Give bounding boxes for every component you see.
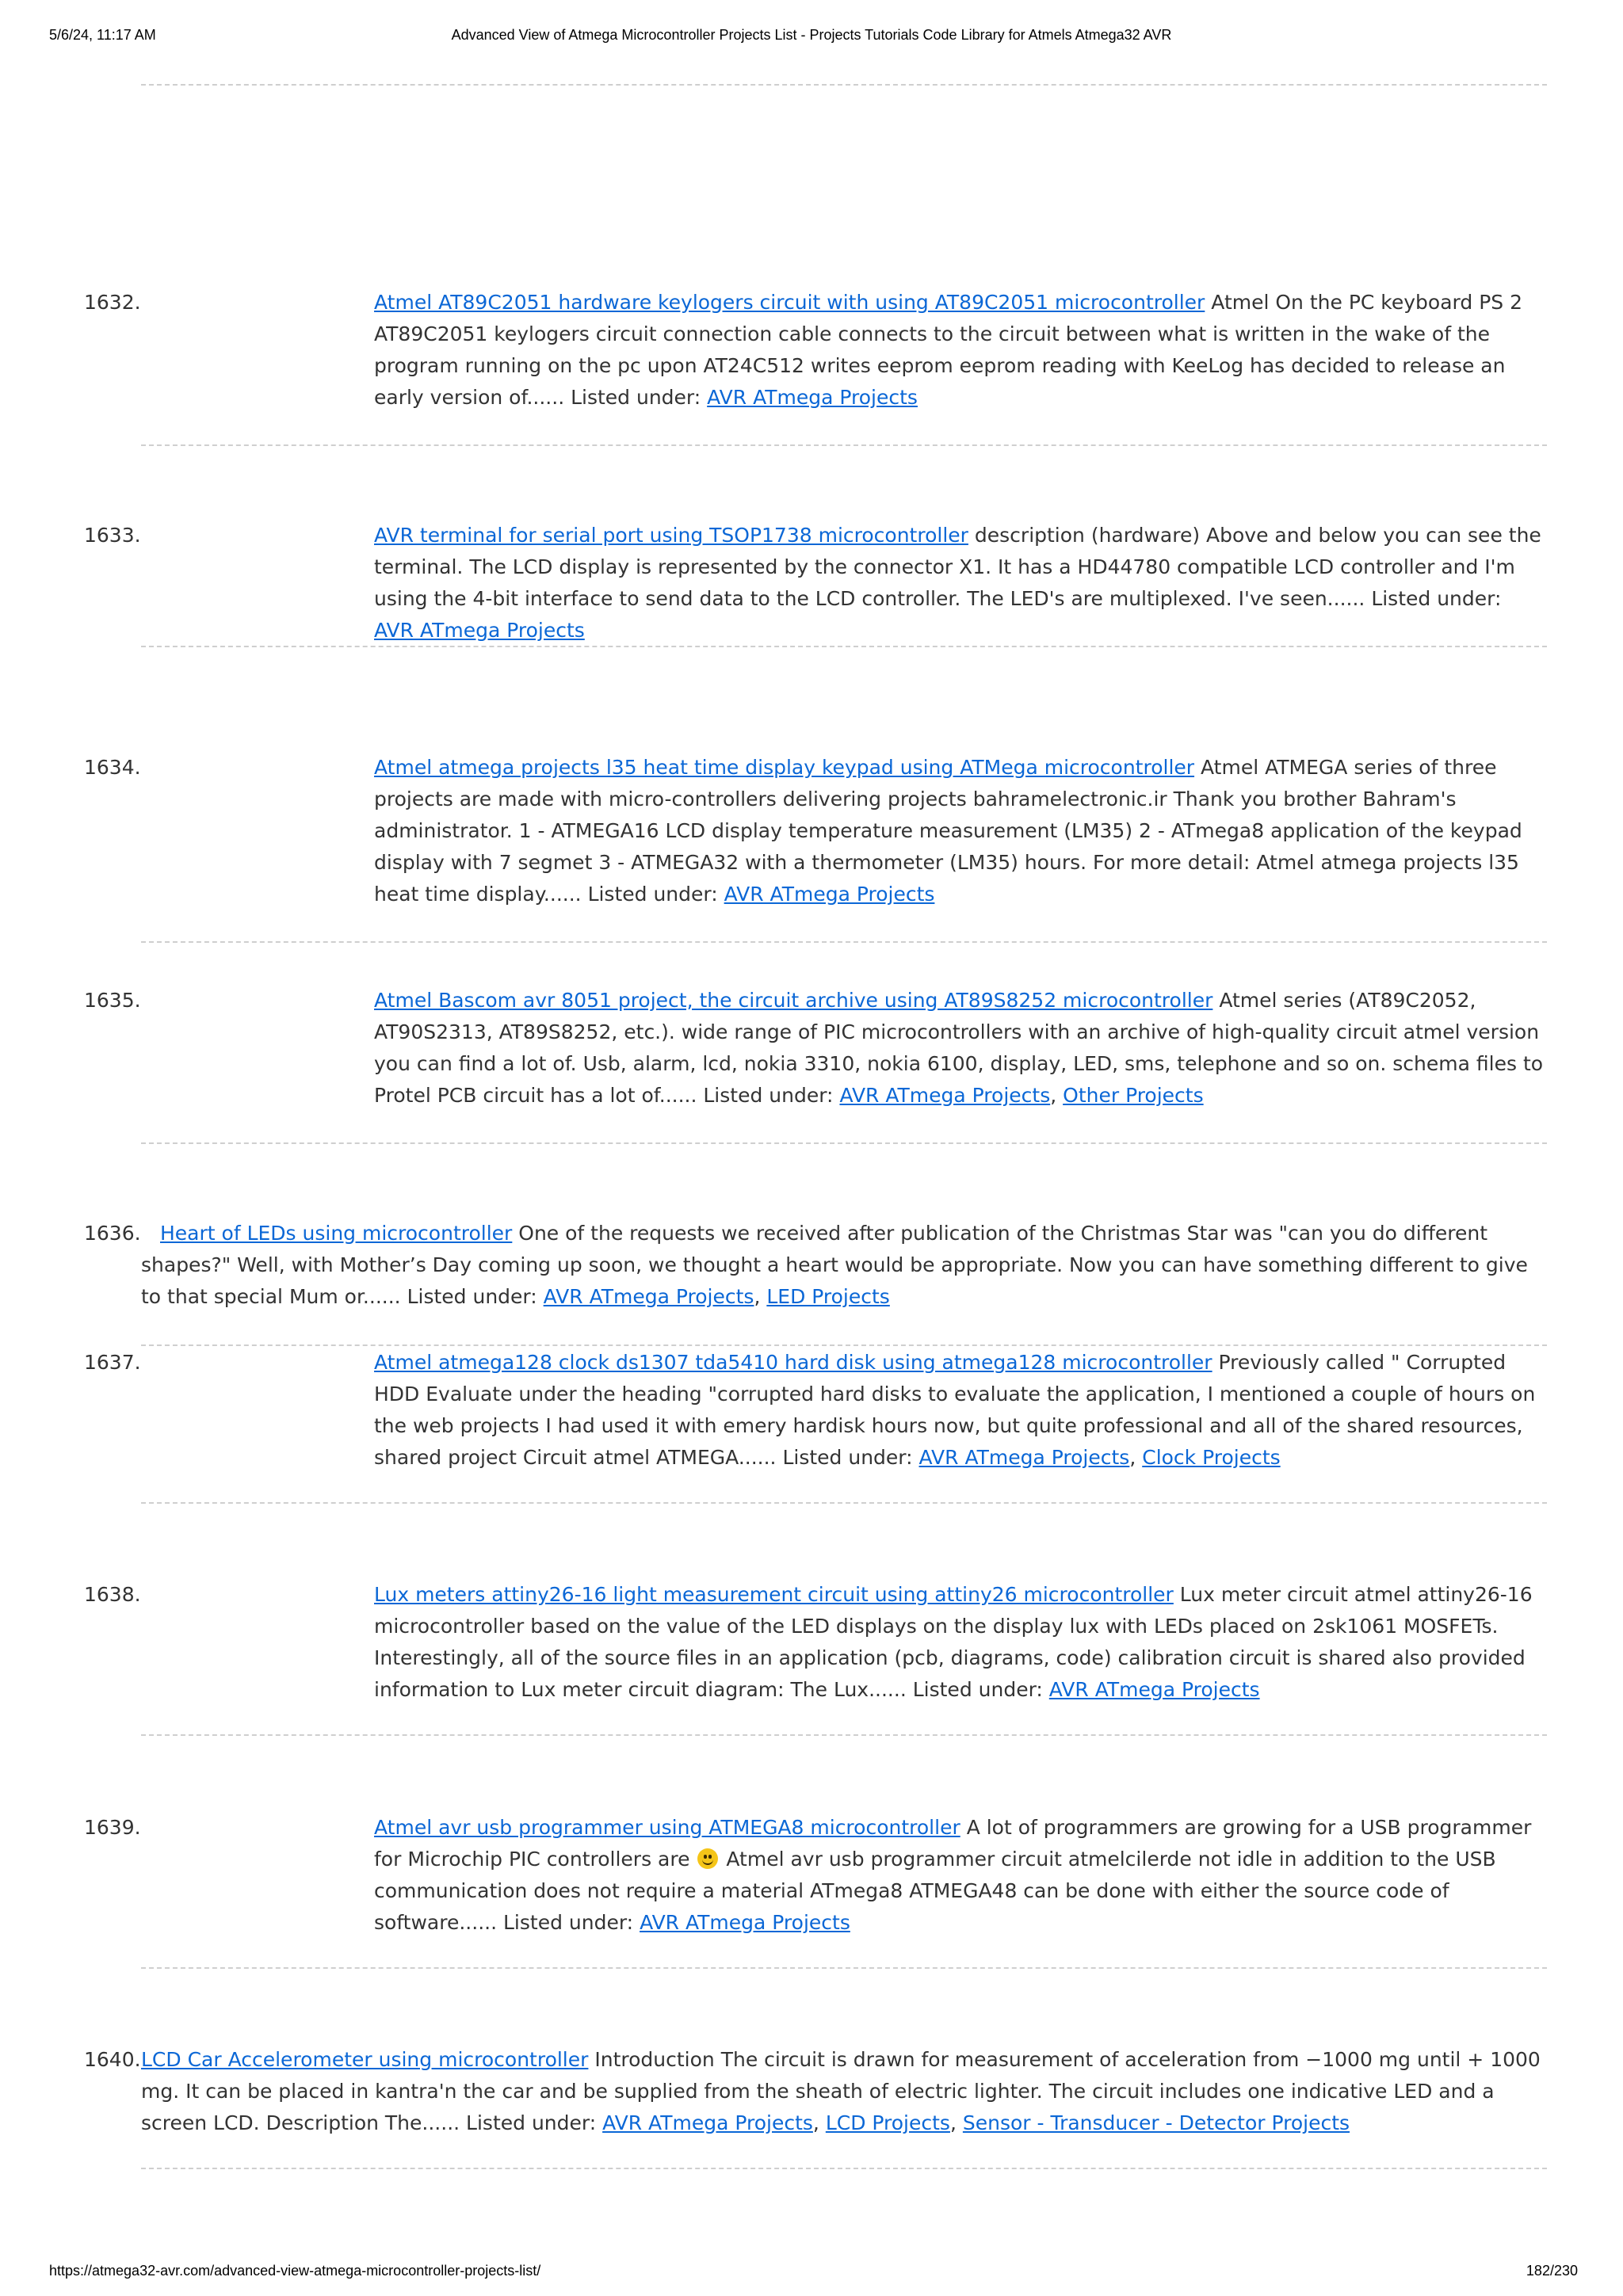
project-link[interactable]: Heart of LEDs using microcontroller — [160, 1222, 513, 1245]
item-description: Previously called " Corrupted HDD Evaluate under the heading "corrupted hard disks to evaluate the application, I mentioned a couple of hours on the web projects I had used it with emery hardisk hours now, but quite professional and all of the shared resources, shared project Circuit atmel ATMEGA...... — [374, 1351, 1536, 1469]
item-number: 1635. — [84, 989, 141, 1012]
item-body — [374, 1579, 1547, 1706]
category-link[interactable]: AVR ATmega Projects — [918, 1446, 1130, 1469]
item-number: 1640. — [84, 2048, 141, 2071]
item-description: Atmel avr usb programmer circuit atmelcilerde not idle in addition to the USB communication does not require a material ATmega8 ATMEGA48 can be done with either the source code of software...... — [374, 1848, 1496, 1934]
item-number: 1633. — [84, 524, 141, 547]
listed-under-label: Listed under: — [1371, 587, 1502, 610]
category-link[interactable]: AVR ATmega Projects — [1048, 1678, 1260, 1701]
project-link[interactable]: Atmel Bascom avr 8051 project, the circuit archive using AT89S8252 microcontroller — [374, 989, 1213, 1012]
separator — [141, 1142, 1547, 1144]
item-body: Atmel Bascom avr 8051 project, the circuit archive using AT89S8252 microcontroller Atmel series (AT89C2052, AT90S2313, AT89S8252, etc.). wide range of PIC microcontrollers with an archive of high-quality circuit atmel version you can find a lot of. Usb, alarm, lcd, nokia 3310, nokia 6100, display, LED, sms, telephone and so on. schema files to Protel PCB circuit has a lot of...... Listed under: AVR ATmega Projects, Other Projects — [374, 989, 1544, 1107]
item-number: 1636. — [84, 1222, 141, 1245]
category-link[interactable]: Clock Projects — [1142, 1446, 1281, 1469]
item-number: 1638. — [84, 1583, 141, 1606]
separator — [141, 2168, 1547, 2169]
listed-under-label: Listed under: — [503, 1911, 634, 1934]
listed-under-label: Listed under: — [587, 883, 718, 906]
category-link[interactable]: AVR ATmega Projects — [374, 619, 585, 642]
separator — [141, 1734, 1547, 1736]
category-link[interactable]: AVR ATmega Projects — [724, 883, 935, 906]
separator — [141, 1502, 1547, 1504]
item-description: Introduction The circuit is drawn for measurement of acceleration from −1000 mg until + 1000 mg. It can be placed in kantra'n the car and be supplied from the sheath of electric lighter. The circuit includes one indicative LED and a screen LCD. Description The...... — [141, 2048, 1541, 2134]
listed-under-label: Listed under: — [703, 1084, 834, 1107]
page-number: 182/230 — [1526, 2263, 1578, 2279]
separator — [141, 941, 1547, 943]
category-link[interactable]: AVR ATmega Projects — [707, 386, 918, 409]
category-link[interactable]: Sensor - Transducer - Detector Projects — [962, 2111, 1350, 2134]
item-number: 1637. — [84, 1351, 141, 1374]
listed-under-label: Listed under: — [466, 2111, 597, 2134]
separator — [141, 1967, 1547, 1969]
category-link[interactable]: AVR ATmega Projects — [543, 1285, 754, 1308]
item-description: One of the requests we received after publication of the Christmas Star was "can you do different shapes?" Well, with Mother’s Day coming up soon, we thought a heart would be appropriate. Now you can have something different to give to that special Mum or...... — [141, 1222, 1528, 1308]
item-description: A lot of programmers are growing for a USB programmer for Microchip PIC controllers are — [374, 1816, 1532, 1871]
project-link[interactable]: Atmel atmega128 clock ds1307 tda5410 hard disk using atmega128 microcontroller — [374, 1351, 1212, 1374]
item-body — [374, 1812, 1547, 1939]
item-description: Atmel On the PC keyboard PS 2 AT89C2051 keylogers circuit connection cable connects to the circuit between what is written in the wake of the program running on the pc upon AT24C512 writes eeprom eeprom reading with KeeLog has decided to release an early version of...... — [374, 291, 1522, 409]
listed-under-label: Listed under: — [571, 386, 701, 409]
item-body — [374, 520, 1547, 646]
page-url: https://atmega32-avr.com/advanced-view-atmega-microcontroller-projects-list/ — [49, 2263, 541, 2279]
item-body: Heart of LEDs using microcontroller One of the requests we received after publication of the Christmas Star was "can you do different shapes?" Well, with Mother’s Day coming up soon, we thought a heart would be appropriate. Now you can have something different to give to that special Mum or...... Listed under: AVR ATmega Projects, LED Projects — [141, 1222, 1528, 1308]
category-link[interactable]: LCD Projects — [825, 2111, 950, 2134]
category-link[interactable]: AVR ATmega Projects — [640, 1911, 850, 1934]
project-link[interactable]: Atmel AT89C2051 hardware keylogers circuit with using AT89C2051 microcontroller — [374, 291, 1205, 314]
category-link[interactable]: Other Projects — [1063, 1084, 1204, 1107]
item-description: Lux meter circuit atmel attiny26-16 microcontroller based on the value of the LED displays on the display lux with LEDs placed on 2sk1061 MOSFETs. Interestingly, all of the source files in an application (pcb, diagrams, code) calibration circuit is shared also provided information to Lux meter circuit diagram: The Lux...... — [374, 1583, 1533, 1701]
item-body: Atmel atmega128 clock ds1307 tda5410 hard disk using atmega128 microcontroller Previously called " Corrupted HDD Evaluate under the heading "corrupted hard disks to evaluate the application, I mentioned a couple of hours on the web projects I had used it with emery hardisk hours now, but quite professional and all of the shared resources, shared project Circuit atmel ATMEGA...... Listed under: AVR ATmega Projects, Clock Projects — [374, 1351, 1536, 1469]
listed-under-label: Listed under: — [782, 1446, 913, 1469]
item-body: LCD Car Accelerometer using microcontroller Introduction The circuit is drawn for measurement of acceleration from −1000 mg until + 1000 mg. It can be placed in kantra'n the car and be supplied from the sheath of electric lighter. The circuit includes one indicative LED and a screen LCD. Description The...... Listed under: AVR ATmega Projects, LCD Projects, Sensor - Transducer - Detector Projects — [141, 2048, 1541, 2134]
print-datetime: 5/6/24, 11:17 AM — [49, 27, 156, 43]
item-number: 1634. — [84, 756, 141, 779]
separator — [141, 1344, 1547, 1346]
separator — [141, 84, 1547, 86]
project-link[interactable]: AVR terminal for serial port using TSOP1738 microcontroller — [374, 524, 968, 547]
item-body — [374, 287, 1547, 414]
category-link[interactable]: LED Projects — [766, 1285, 890, 1308]
page-title: Advanced View of Atmega Microcontroller Projects List - Projects Tutorials Code Library for Atmels Atmega32 AVR — [451, 27, 1172, 43]
project-link[interactable]: Lux meters attiny26-16 light measurement circuit using attiny26 microcontroller — [374, 1583, 1174, 1606]
project-link[interactable]: LCD Car Accelerometer using microcontroller — [141, 2048, 589, 2071]
item-body — [374, 752, 1547, 910]
separator — [141, 444, 1547, 446]
smiley-emoji-icon — [697, 1848, 718, 1869]
listed-under-label: Listed under: — [407, 1285, 537, 1308]
item-number: 1632. — [84, 291, 141, 314]
item-number: 1639. — [84, 1816, 141, 1839]
listed-under-label: Listed under: — [912, 1678, 1043, 1701]
category-link[interactable]: AVR ATmega Projects — [839, 1084, 1051, 1107]
item-description: description (hardware) Above and below you can see the terminal. The LCD display is represented by the connector X1. It has a HD44780 compatible LCD controller and I'm using the 4-bit interface to send data to the LCD controller. The LED's are multiplexed. I've seen...... — [374, 524, 1541, 610]
item-description: Atmel ATMEGA series of three projects are made with micro-controllers delivering projects bahramelectronic.ir Thank you brother Bahram's administrator. 1 - ATMEGA16 LCD display temperature measurement (LM35) 2 - ATmega8 application of the keypad display with 7 segmet 3 - ATMEGA32 with a thermometer (LM35) hours. For more detail: Atmel atmega projects l35 heat time display...... — [374, 756, 1522, 906]
category-link[interactable]: AVR ATmega Projects — [602, 2111, 813, 2134]
item-description: Atmel series (AT89C2052, AT90S2313, AT89S8252, etc.). wide range of PIC microcontrollers with an archive of high-quality circuit atmel version you can find a lot of. Usb, alarm, lcd, nokia 3310, nokia 6100, display, LED, sms, telephone and so on. schema files to Protel PCB circuit has a lot of...... — [374, 989, 1544, 1107]
project-link[interactable]: Atmel atmega projects l35 heat time display keypad using ATMega microcontroller — [374, 756, 1195, 779]
project-link[interactable]: Atmel avr usb programmer using ATMEGA8 microcontroller — [374, 1816, 960, 1839]
